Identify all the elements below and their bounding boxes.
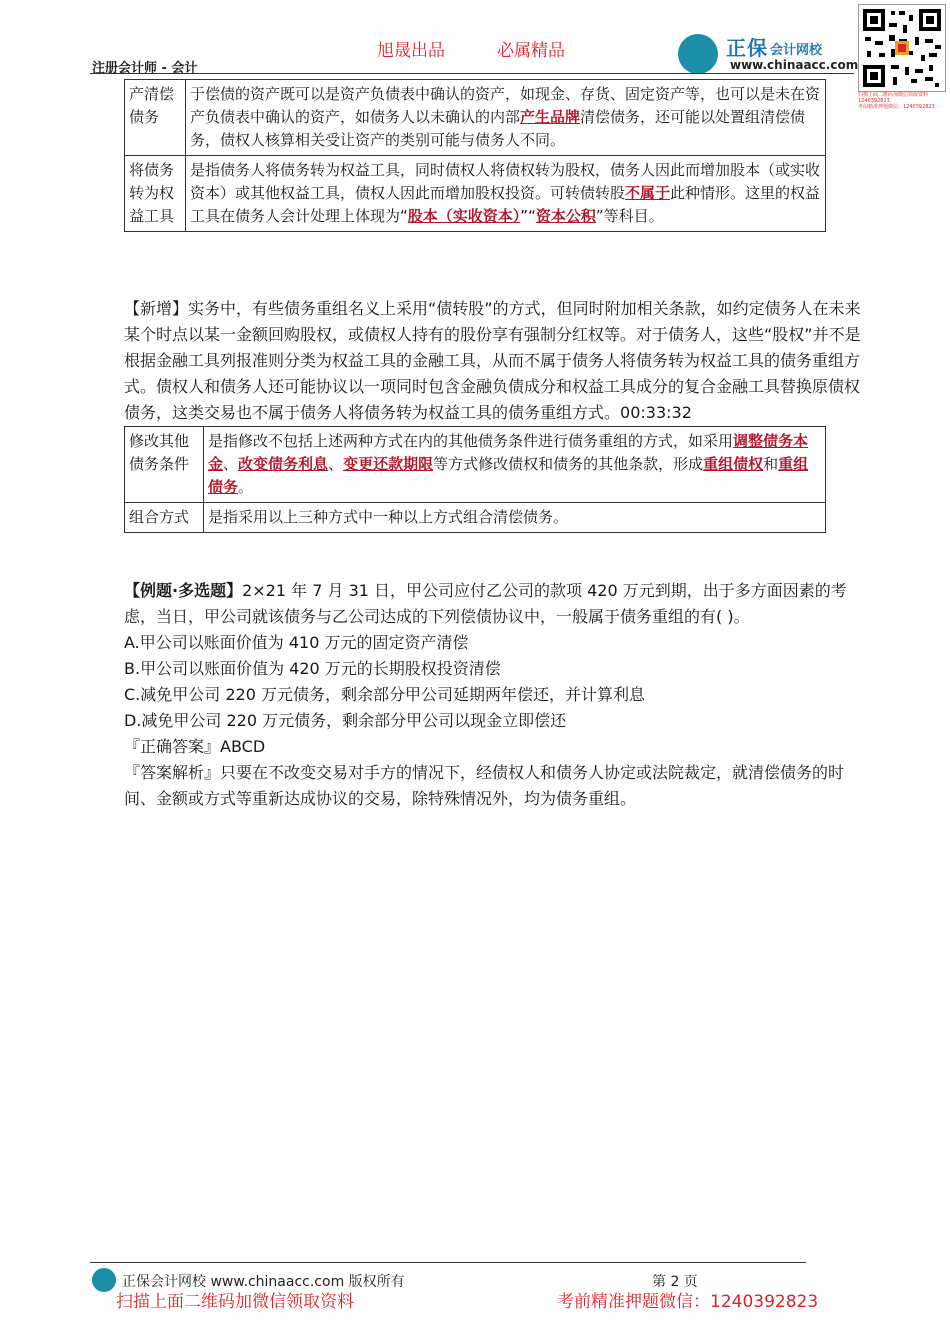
keyword: 股本（实收资本） [407, 207, 521, 225]
footer-divider [90, 1262, 806, 1263]
question-title: 【例题·多选题】 [124, 581, 243, 600]
answer-analysis [124, 760, 862, 812]
restructuring-table-2 [124, 426, 826, 533]
row-label: 产清偿债务 [125, 80, 186, 156]
text-segment: 等方式修改债权和债务的其他条款，形成 [433, 455, 704, 473]
row-label: 组合方式 [125, 503, 204, 533]
footer-logo-icon [92, 1268, 116, 1292]
text-segment: 。 [238, 478, 254, 496]
row-description [204, 427, 826, 503]
keyword: 资本公积 [535, 207, 596, 225]
slogan-left: 旭晟出品 [377, 41, 445, 61]
keyword: 重组债权 [703, 455, 764, 473]
slogan-right: 必属精品 [497, 41, 565, 61]
text-segment: ”“ [520, 207, 536, 225]
header-divider [90, 73, 854, 74]
row-description: 是指采用以上三种方式中一种以上方式组合清偿债务。 [204, 503, 826, 533]
qr-caption-line-1: 扫描上面二维码加微信领取资料 1240392823 [858, 92, 929, 104]
keyword: 改变债务利息 [238, 455, 329, 473]
analysis-text: 只要在不改变交易对手方的情况下，经债权人和债务人协定或法院裁定，就清偿债务的时间、金额或方式等重新达成协议的交易，除特殊情况外，均为债务重组。 [124, 763, 845, 808]
option-c: C.减免甲公司 220 万元债务，剩余部分甲公司延期两年偿还，并计算利息 [124, 685, 645, 704]
keyword: 重组债务 [208, 455, 809, 496]
text-segment: 、 [328, 455, 344, 473]
text-segment: 、 [223, 455, 239, 473]
timestamp: 00:33:32 [620, 403, 692, 422]
text-segment: 清偿债务，还可能以处置组清偿债务，债权人核算相关受让资产的类别可能与债务人不同。 [190, 108, 806, 149]
row-label: 将债务转为权益工具 [125, 156, 186, 232]
text-segment: 此种情形。这里的权益工具在债务人会计处理上体现为“ [190, 184, 821, 225]
subject-title: 注册会计师 - 会计 [92, 61, 198, 76]
row-label: 修改其他债务条件 [125, 427, 204, 503]
qr-caption-line-2: 考前精准押题微信：1240392823 [858, 104, 935, 110]
text-segment: 是指修改不包括上述两种方式在内的其他债务条件进行债务重组的方式，如采用 [208, 432, 734, 450]
keyword: 不属于 [625, 184, 671, 202]
question-stem [124, 578, 862, 630]
text-segment: 和 [763, 455, 779, 473]
logo-subtitle: 会计网校 [770, 43, 823, 58]
logo-url: www.chinaacc.com [730, 58, 859, 72]
keyword: 产生品牌 [520, 108, 581, 126]
option-d: D.减免甲公司 220 万元债务，剩余部分甲公司以现金立即偿还 [124, 711, 567, 730]
new-section-paragraph [124, 296, 862, 426]
option-b: B.甲公司以账面价值为 420 万元的长期股权投资清偿 [124, 659, 501, 678]
text-segment: 于偿债的资产既可以是资产负债表中确认的资产，如现金、存货、固定资产等，也可以是未在资产负债表中确认的资产，如债务人以未确认的内部 [190, 85, 821, 126]
qr-code-icon [858, 4, 946, 92]
logo-emblem-icon [678, 34, 718, 74]
answer-label: 『正确答案』 [124, 737, 221, 756]
table-row [125, 427, 826, 503]
footer-promo-right: 考前精准押题微信：1240392823 [557, 1292, 819, 1312]
text-segment: ”等科目。 [595, 207, 664, 225]
qr-caption [858, 92, 944, 110]
keyword: 变更还款期限 [343, 455, 434, 473]
new-tag: 【新增】 [124, 299, 189, 318]
restructuring-table-1 [124, 79, 826, 232]
row-description [186, 156, 826, 232]
analysis-label: 『答案解析』 [124, 763, 221, 782]
correct-answer [124, 734, 265, 760]
brand-logo[interactable] [678, 30, 859, 76]
text-segment: 是指债务人将债务转为权益工具，同时债权人将债权转为股权，债务人因此而增加股本（或实收资本）或其他权益工具，债权人因此而增加股权投资。可转债转股 [190, 161, 821, 202]
new-section-text: 实务中，有些债务重组名义上采用“债转股”的方式，但同时附加相关条款，如约定债务人在未来某个时点以某一金额回购股权，或债权人持有的股份享有强制分红权等。对于债务人，这些“股权”并不是根据金融工具列报准则分类为权益工具的金融工具，从而不属于债务人将债务转为权益工具的债务重组方式。债权人和债务人还可能协议以一项同时包含金融负债成分和权益工具成分的复合金融工具替换原债权债务，这类交易也不属于债务人将债务转为权益工具的债务重组方式。 [124, 299, 861, 422]
page-number: 第 2 页 [652, 1274, 698, 1290]
answer-value: ABCD [220, 737, 266, 756]
logo-title: 正保 [726, 36, 768, 60]
table-row [125, 503, 826, 533]
option-a: A.甲公司以账面价值为 410 万元的固定资产清偿 [124, 633, 469, 652]
table-row [125, 156, 826, 232]
question-stem-text: 2×21 年 7 月 31 日，甲公司应付乙公司的款项 420 万元到期，出于多方面因素的考虑，当日，甲公司就该债务与乙公司达成的下列偿债协议中，一般属于债务重组的有( )。 [124, 581, 847, 626]
keyword: 调整债务本金 [208, 432, 809, 473]
row-description [186, 80, 826, 156]
footer-copyright: 正保会计网校 www.chinaacc.com 版权所有 [122, 1274, 405, 1290]
table-row [125, 80, 826, 156]
footer-promo-left: 扫描上面二维码加微信领取资料 [116, 1292, 354, 1312]
